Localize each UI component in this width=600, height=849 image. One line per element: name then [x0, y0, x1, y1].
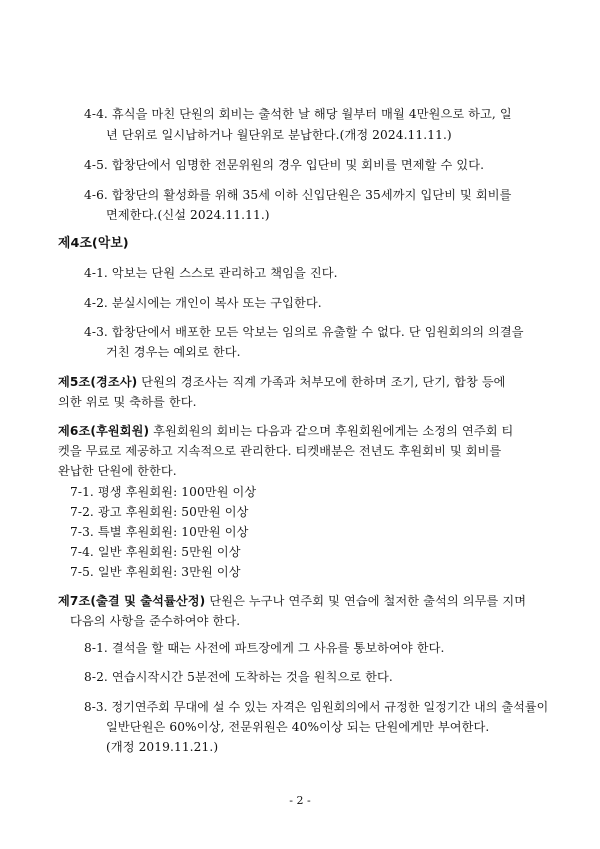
sponsor-tier-7-5: 7-5. 일반 후원회원: 3만원 이상: [70, 565, 241, 579]
article-7-line-2: 다음의 사항을 준수하여야 한다.: [70, 614, 241, 628]
article-5-text: 단원의 경조사는 직계 가족과 처부모에 한하며 조기, 단기, 합창 등에: [137, 375, 506, 389]
article-4-heading: 제4조(악보): [58, 236, 129, 251]
sponsor-tier-7-4: 7-4. 일반 후원회원: 5만원 이상: [70, 545, 241, 559]
clause-4-6-line-2: 면제한다.(신설 2024.11.11.): [106, 208, 270, 222]
clause-4-5: 4-5. 합창단에서 임명한 전문위원의 경우 입단비 및 회비를 면제할 수 있다.: [84, 158, 485, 172]
sponsor-tier-7-1: 7-1. 평생 후원회원: 100만원 이상: [70, 485, 257, 499]
article-5-heading: 제5조(경조사): [58, 375, 138, 389]
clause-4-2: 4-2. 분실시에는 개인이 복사 또는 구입한다.: [84, 296, 322, 310]
clause-8-3-line-1: 8-3. 정기연주회 무대에 설 수 있는 자격은 임원회의에서 규정한 일정기간 내의 출석률이: [84, 700, 549, 714]
clause-8-1: 8-1. 결석을 할 때는 사전에 파트장에게 그 사유를 통보하여야 한다.: [84, 641, 445, 655]
clause-8-2: 8-2. 연습시작시간 5분전에 도착하는 것을 원칙으로 한다.: [84, 670, 393, 684]
clause-4-1: 4-1. 악보는 단원 스스로 관리하고 책임을 진다.: [84, 266, 338, 280]
page-number: - 2 -: [289, 794, 311, 807]
clause-8-3-line-2: 일반단원은 60%이상, 전문위원은 40%이상 되는 단원에게만 부여한다.: [106, 720, 490, 734]
article-5-line-1: [58, 374, 506, 390]
sponsor-tier-7-2: 7-2. 광고 후원회원: 50만원 이상: [70, 505, 249, 519]
clause-4-3-line-2: 거친 경우는 예외로 한다.: [106, 345, 241, 359]
article-6-line-2: 켓을 무료로 제공하고 지속적으로 관리한다. 티켓배분은 전년도 후원회비 및 회비를: [58, 444, 502, 458]
article-7-heading: 제7조(출결 및 출석률산정): [58, 594, 206, 608]
article-6-text: 후원회원의 회비는 다음과 같으며 후원회원에게는 소정의 연주회 티: [149, 424, 514, 438]
article-7-text: 단원은 누구나 연주회 및 연습에 철저한 출석의 의무를 지며: [205, 594, 527, 608]
article-6-heading: 제6조(후원회원): [58, 424, 150, 438]
clause-4-6-line-1: 4-6. 합창단의 활성화를 위해 35세 이하 신입단원은 35세까지 입단비 및 회비를: [84, 188, 512, 202]
clause-4-4-line-2: 년 단위로 일시납하거나 월단위로 분납한다.(개정 2024.11.11.): [106, 128, 452, 142]
clause-4-4-line-1: 4-4. 휴식을 마친 단원의 회비는 출석한 날 해당 월부터 매월 4만원으로 하고, 일: [84, 107, 512, 121]
sponsor-tier-7-3: 7-3. 특별 후원회원: 10만원 이상: [70, 525, 249, 539]
article-7-line-1: [58, 593, 526, 609]
article-6-line-1: [58, 423, 513, 439]
clause-8-3-line-3: (개정 2019.11.21.): [106, 740, 219, 754]
article-5-line-2: 의한 위로 및 축하를 한다.: [58, 395, 197, 409]
clause-4-3-line-1: 4-3. 합창단에서 배포한 모든 악보는 임의로 유출할 수 없다. 단 임원회의의 의결을: [84, 325, 524, 339]
article-6-line-3: 완납한 단원에 한한다.: [58, 464, 177, 478]
